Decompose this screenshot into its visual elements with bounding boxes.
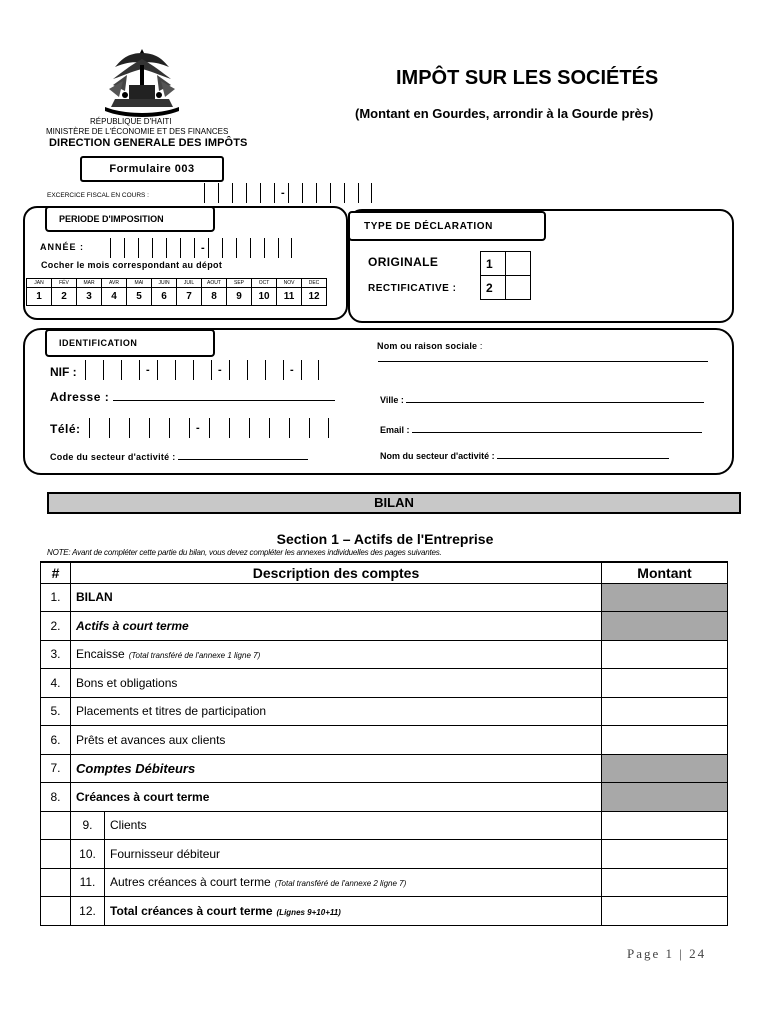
row-number: 10. <box>71 840 105 869</box>
col-number-header: # <box>41 562 71 583</box>
tele-label: Télé: <box>50 422 81 436</box>
row-number: 11. <box>71 868 105 897</box>
periode-title: PERIODE D'IMPOSITION <box>45 206 215 232</box>
row-note: (Total transféré de l'annexe 1 ligne 7) <box>128 651 261 661</box>
nom-secteur-input[interactable] <box>497 458 669 459</box>
row-label: BILAN <box>76 590 113 605</box>
annee-label: ANNÉE : <box>40 242 85 252</box>
row-label: Actifs à court terme <box>76 618 189 633</box>
row-description <box>71 640 602 669</box>
month-name-cell: JUIL <box>177 279 202 288</box>
row-number: 12. <box>71 897 105 926</box>
table-row <box>41 897 728 926</box>
originale-checkbox[interactable] <box>506 252 531 276</box>
row-label: Fournisseur débiteur <box>110 846 221 861</box>
amount-cell[interactable] <box>602 669 728 698</box>
ville-input[interactable] <box>406 402 704 403</box>
row-label: Créances à court terme <box>76 789 210 804</box>
table-row <box>41 840 728 869</box>
ville-label: Ville : <box>380 395 704 405</box>
section-title: Section 1 – Actifs de l'Entreprise <box>276 531 494 547</box>
originale-label: ORIGINALE <box>368 255 439 269</box>
form-subtitle: (Montant en Gourdes, arrondir à la Gourde près) <box>355 106 654 121</box>
nom-secteur-label: Nom du secteur d'activité : <box>380 451 669 461</box>
row-description <box>71 783 602 812</box>
row-description <box>71 726 602 755</box>
email-input[interactable] <box>412 432 702 433</box>
col-amount-header: Montant <box>602 562 728 583</box>
nif-label: NIF : <box>50 365 77 379</box>
row-description <box>105 897 602 926</box>
row-description <box>71 697 602 726</box>
month-name-cell: NOV <box>277 279 302 288</box>
col-description-header: Description des comptes <box>71 562 602 583</box>
month-name-cell: AOUT <box>202 279 227 288</box>
month-checkbox-cell[interactable]: 2 <box>52 288 77 306</box>
table-row <box>41 583 728 612</box>
row-description <box>71 754 602 783</box>
formulaire-number-box: Formulaire 003 <box>80 156 224 182</box>
coat-of-arms-seal <box>95 45 190 117</box>
page-number: Page 1 | 24 <box>627 946 707 961</box>
month-checkbox-cell[interactable]: 1 <box>27 288 52 306</box>
ministere-label: MINISTÈRE DE L'ÉCONOMIE ET DES FINANCES <box>46 127 229 136</box>
month-checkbox-cell[interactable]: 3 <box>77 288 102 306</box>
code-secteur-label: Code du secteur d'activité : <box>50 452 308 462</box>
month-checkbox-cell[interactable]: 5 <box>127 288 152 306</box>
row-label: Prêts et avances aux clients <box>76 732 226 747</box>
table-row <box>41 783 728 812</box>
row-number: 1. <box>41 583 71 612</box>
rectificative-checkbox[interactable] <box>506 276 531 300</box>
month-checkbox-cell[interactable]: 6 <box>152 288 177 306</box>
amount-cell[interactable] <box>602 697 728 726</box>
nom-raison-sociale-input[interactable] <box>378 361 708 362</box>
table-row <box>41 868 728 897</box>
month-name-cell: MAI <box>127 279 152 288</box>
row-label: Encaisse <box>76 647 125 662</box>
row-description <box>71 612 602 641</box>
table-row <box>41 612 728 641</box>
amount-cell[interactable] <box>602 640 728 669</box>
table-row <box>41 754 728 783</box>
row-number: 9. <box>71 811 105 840</box>
month-name-cell: JAN <box>27 279 52 288</box>
amount-cell[interactable] <box>602 897 728 926</box>
amount-cell <box>602 612 728 641</box>
row-label: Comptes Débiteurs <box>76 760 196 776</box>
bilan-header-bar: BILAN <box>47 492 741 514</box>
nom-raison-sociale-label: Nom ou raison sociale : <box>377 341 483 351</box>
indent-cell <box>41 897 71 926</box>
row-number: 6. <box>41 726 71 755</box>
amount-cell <box>602 754 728 783</box>
amount-cell <box>602 583 728 612</box>
code-secteur-input[interactable] <box>178 459 308 460</box>
table-row <box>41 697 728 726</box>
row-number: 2. <box>41 612 71 641</box>
row-description <box>105 811 602 840</box>
month-name-cell: DEC <box>302 279 327 288</box>
month-checkbox-cell[interactable]: 4 <box>102 288 127 306</box>
row-description <box>105 840 602 869</box>
table-row <box>41 726 728 755</box>
row-note: (Total transféré de l'annexe 2 ligne 7) <box>274 879 407 889</box>
row-note: (Lignes 9+10+11) <box>276 907 341 917</box>
month-name-cell: JUIN <box>152 279 177 288</box>
direction-label: DIRECTION GENERALE DES IMPÔTS <box>49 137 248 149</box>
amount-cell[interactable] <box>602 868 728 897</box>
row-description <box>105 868 602 897</box>
mois-instruction: Cocher le mois correspondant au dépot <box>41 260 223 270</box>
fiscal-year-input[interactable] <box>204 183 372 203</box>
month-checkbox-cell[interactable]: 7 <box>177 288 202 306</box>
indent-cell <box>41 868 71 897</box>
indent-cell <box>41 840 71 869</box>
amount-cell[interactable] <box>602 840 728 869</box>
republique-label: RÉPUBLIQUE D'HAITI <box>90 117 172 126</box>
amount-cell[interactable] <box>602 811 728 840</box>
row-description <box>71 583 602 612</box>
form-title: IMPÔT SUR LES SOCIÉTÉS <box>396 67 659 89</box>
indent-cell <box>41 811 71 840</box>
rectificative-label: RECTIFICATIVE : <box>368 283 457 294</box>
identification-title: IDENTIFICATION <box>45 329 215 357</box>
month-name-cell: OCT <box>252 279 277 288</box>
nif-input[interactable] <box>85 360 319 380</box>
row-number: 5. <box>41 697 71 726</box>
row-number: 3. <box>41 640 71 669</box>
table-row <box>41 669 728 698</box>
month-checkbox-cell[interactable]: 10 <box>252 288 277 306</box>
rectificative-number: 2 <box>481 276 506 300</box>
annee-input[interactable] <box>110 238 292 258</box>
month-name-cell: MAR <box>77 279 102 288</box>
row-label: Clients <box>110 818 147 833</box>
row-label: Total créances à court terme <box>110 903 273 918</box>
month-name-cell: SEP <box>227 279 252 288</box>
row-label: Bons et obligations <box>76 675 178 690</box>
row-label: Placements et titres de participation <box>76 704 267 719</box>
row-number: 8. <box>41 783 71 812</box>
month-selector <box>26 278 327 306</box>
fiscal-year-label: EXCERCICE FISCAL EN COURS : <box>47 192 149 199</box>
row-number: 7. <box>41 754 71 783</box>
amount-cell[interactable] <box>602 726 728 755</box>
bilan-table <box>40 561 728 926</box>
row-description <box>71 669 602 698</box>
tele-input[interactable] <box>89 418 329 438</box>
month-checkbox-cell[interactable]: 11 <box>277 288 302 306</box>
adresse-input[interactable] <box>113 400 335 401</box>
table-row <box>41 811 728 840</box>
table-row <box>41 640 728 669</box>
month-name-cell: FÉV <box>52 279 77 288</box>
month-checkbox-cell[interactable]: 9 <box>227 288 252 306</box>
amount-cell <box>602 783 728 812</box>
month-name-cell: AVR <box>102 279 127 288</box>
originale-number: 1 <box>481 252 506 276</box>
bilan-note: NOTE: Avant de compléter cette partie du bilan, vous devez compléter les annexes individuelles des pages suivantes. <box>47 548 442 557</box>
month-checkbox-cell[interactable]: 12 <box>302 288 327 306</box>
row-number: 4. <box>41 669 71 698</box>
row-label: Autres créances à court terme <box>110 875 271 890</box>
email-label: Email : <box>380 425 702 435</box>
type-declaration-boxes <box>480 251 531 300</box>
adresse-label: Adresse : <box>50 390 335 404</box>
type-declaration-title: TYPE DE DÉCLARATION <box>348 211 546 241</box>
month-checkbox-cell[interactable]: 8 <box>202 288 227 306</box>
